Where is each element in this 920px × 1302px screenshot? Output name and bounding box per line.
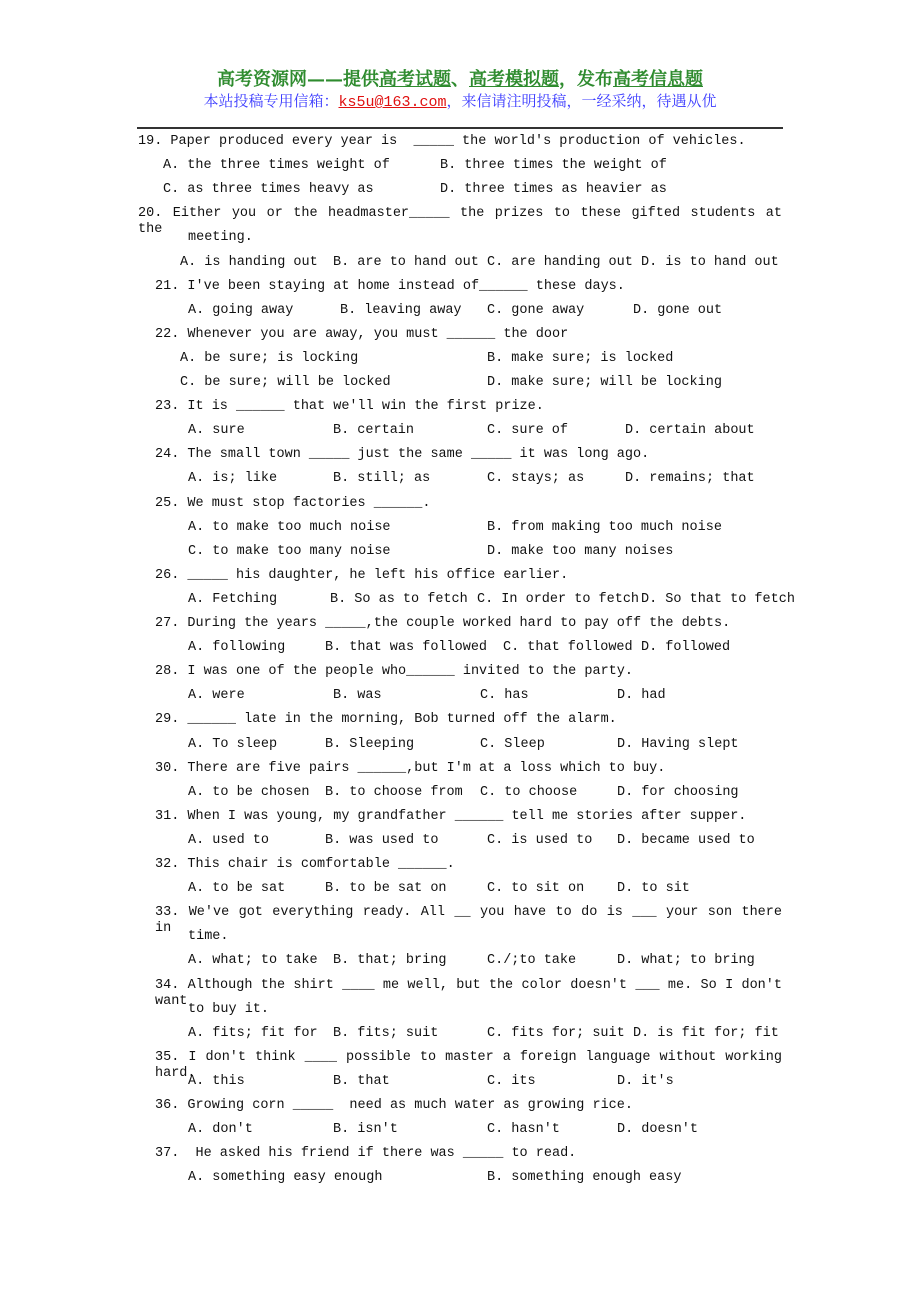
question-stem: 27. During the years _____,the couple worked hard to pay off the debts. <box>155 616 731 631</box>
answer-option[interactable]: A. the three times weight of <box>163 158 390 173</box>
question-stem: 37. He asked his friend if there was _____ to read. <box>155 1146 577 1161</box>
answer-option[interactable]: B. isn't <box>333 1122 398 1137</box>
answer-option[interactable]: C. Sleep <box>480 737 545 752</box>
answer-option[interactable]: C. fits for; suit <box>487 1026 625 1041</box>
email-link[interactable]: ks5u@163.com <box>338 94 447 111</box>
question-stem: 21. I've been staying at home instead of______ these days. <box>155 279 625 294</box>
answer-option[interactable]: B. was <box>333 688 382 703</box>
title-text: ，发布 <box>559 69 613 90</box>
answer-option[interactable]: B. make sure; is locked <box>487 351 674 366</box>
question-stem-continued: to buy it. <box>188 1002 270 1017</box>
question-stem: 24. The small town _____ just the same _____ it was long ago. <box>155 447 650 462</box>
title-text: 、 <box>451 69 469 90</box>
link-mock-questions[interactable]: 高考模拟题 <box>469 69 559 90</box>
answer-option[interactable]: C./;to take <box>487 953 577 968</box>
answer-option[interactable]: B. leaving away <box>340 303 462 318</box>
answer-option[interactable]: C. be sure; will be locked <box>180 375 391 390</box>
answer-option[interactable]: B. to choose from <box>325 785 463 800</box>
question-stem: 30. There are five pairs ______,but I'm at a loss which to buy. <box>155 761 666 776</box>
answer-option[interactable]: A. To sleep <box>188 737 278 752</box>
answer-option[interactable]: A. this <box>188 1074 245 1089</box>
answer-option[interactable]: A. to be sat <box>188 881 286 896</box>
answer-option[interactable]: B. three times the weight of <box>440 158 667 173</box>
answer-option[interactable]: D. is fit for; fit <box>633 1026 779 1041</box>
answer-option[interactable]: A. don't <box>188 1122 253 1137</box>
question-stem: 28. I was one of the people who______ invited to the party. <box>155 664 633 679</box>
answer-option[interactable]: B. Sleeping <box>325 737 415 752</box>
answer-option[interactable]: B. still; as <box>333 471 431 486</box>
question-stem: 31. When I was young, my grandfather ______ tell me stories after supper. <box>155 809 747 824</box>
question-stem: 20. Either you or the headmaster_____ the prizes to these gifted students at the <box>138 206 782 237</box>
answer-option[interactable]: C. its <box>487 1074 536 1089</box>
answer-option[interactable]: B. something enough easy <box>487 1170 682 1185</box>
link-exam-questions[interactable]: 高考试题 <box>379 69 451 90</box>
answer-option[interactable]: D. is to hand out <box>641 255 779 270</box>
site-title <box>0 65 920 91</box>
answer-option[interactable]: B. to be sat on <box>325 881 447 896</box>
answer-option[interactable]: B. that <box>333 1074 390 1089</box>
answer-option[interactable]: A. Fetching <box>188 592 278 607</box>
answer-option[interactable]: C. sure of <box>487 423 569 438</box>
answer-option[interactable]: D. So that to fetch <box>641 592 795 607</box>
answer-option[interactable]: C. to make too many noise <box>188 544 391 559</box>
answer-option[interactable]: C. as three times heavy as <box>163 182 374 197</box>
answer-option[interactable]: C. stays; as <box>487 471 585 486</box>
contact-suffix: ，来信请注明投稿，一经采纳，待遇从优 <box>446 92 717 110</box>
answer-option[interactable]: B. So as to fetch <box>330 592 468 607</box>
title-text: 高考资源网——提供 <box>217 69 379 90</box>
answer-option[interactable]: A. used to <box>188 833 270 848</box>
answer-option[interactable]: A. be sure; is locking <box>180 351 359 366</box>
answer-option[interactable]: A. is handing out <box>180 255 318 270</box>
answer-option[interactable]: B. that was followed <box>325 640 488 655</box>
question-stem: 23. It is ______ that we'll win the first prize. <box>155 399 544 414</box>
answer-option[interactable]: C. has <box>480 688 529 703</box>
answer-option[interactable]: D. to sit <box>617 881 690 896</box>
answer-option[interactable]: C. that followed <box>503 640 633 655</box>
question-stem: 35. I don't think ____ possible to master a foreign language without working hard. <box>155 1050 782 1081</box>
answer-option[interactable]: A. to be chosen <box>188 785 310 800</box>
answer-option[interactable]: D. doesn't <box>617 1122 699 1137</box>
answer-option[interactable]: D. remains; that <box>625 471 755 486</box>
answer-option[interactable]: B. that; bring <box>333 953 447 968</box>
header-divider <box>137 127 783 129</box>
answer-option[interactable]: A. something easy enough <box>188 1170 383 1185</box>
answer-option[interactable]: C. gone away <box>487 303 585 318</box>
question-stem: 36. Growing corn _____ need as much water as growing rice. <box>155 1098 633 1113</box>
question-stem: 19. Paper produced every year is _____ the world's production of vehicles. <box>138 134 746 149</box>
answer-option[interactable]: D. make sure; will be locking <box>487 375 722 390</box>
question-stem: 33. We've got everything ready. All __ you have to do is ___ your son there in <box>155 905 782 936</box>
answer-option[interactable]: C. In order to fetch <box>477 592 640 607</box>
question-stem: 29. ______ late in the morning, Bob turned off the alarm. <box>155 712 617 727</box>
answer-option[interactable]: C. hasn't <box>487 1122 560 1137</box>
answer-option[interactable]: C. are handing out <box>487 255 633 270</box>
answer-option[interactable]: B. are to hand out <box>333 255 479 270</box>
answer-option[interactable]: A. following <box>188 640 286 655</box>
answer-option[interactable]: C. to choose <box>480 785 578 800</box>
answer-option[interactable]: D. for choosing <box>617 785 739 800</box>
answer-option[interactable]: A. sure <box>188 423 245 438</box>
question-stem: 22. Whenever you are away, you must ______ the door <box>155 327 569 342</box>
question-stem: 34. Although the shirt ____ me well, but the color doesn't ___ me. So I don't want <box>155 978 782 1009</box>
answer-option[interactable]: A. to make too much noise <box>188 520 391 535</box>
answer-option[interactable]: D. three times as heavier as <box>440 182 667 197</box>
answer-option[interactable]: B. from making too much noise <box>487 520 722 535</box>
question-stem: 25. We must stop factories ______. <box>155 496 431 511</box>
answer-option[interactable]: B. certain <box>333 423 415 438</box>
question-stem-continued: meeting. <box>188 230 253 245</box>
answer-option[interactable]: D. make too many noises <box>487 544 674 559</box>
answer-option[interactable]: D. Having slept <box>617 737 739 752</box>
answer-option[interactable]: D. certain about <box>625 423 755 438</box>
answer-option[interactable]: C. to sit on <box>487 881 585 896</box>
answer-option[interactable]: A. going away <box>188 303 294 318</box>
question-stem: 26. _____ his daughter, he left his office earlier. <box>155 568 569 583</box>
answer-option[interactable]: B. fits; suit <box>333 1026 439 1041</box>
answer-option[interactable]: C. is used to <box>487 833 593 848</box>
answer-option[interactable]: D. became used to <box>617 833 755 848</box>
answer-option[interactable]: D. followed <box>641 640 731 655</box>
answer-option[interactable]: A. fits; fit for <box>188 1026 318 1041</box>
contact-prefix: 本站投稿专用信箱： <box>203 92 339 110</box>
question-stem: 32. This chair is comfortable ______. <box>155 857 455 872</box>
answer-option[interactable]: D. it's <box>617 1074 674 1089</box>
contact-line <box>0 90 920 111</box>
answer-option[interactable]: D. what; to bring <box>617 953 755 968</box>
answer-option[interactable]: D. had <box>617 688 666 703</box>
answer-option[interactable]: D. gone out <box>633 303 723 318</box>
answer-option[interactable]: B. was used to <box>325 833 439 848</box>
question-stem-continued: time. <box>188 929 229 944</box>
answer-option[interactable]: A. what; to take <box>188 953 318 968</box>
answer-option[interactable]: A. is; like <box>188 471 278 486</box>
link-info-questions[interactable]: 高考信息题 <box>613 69 703 90</box>
answer-option[interactable]: A. were <box>188 688 245 703</box>
